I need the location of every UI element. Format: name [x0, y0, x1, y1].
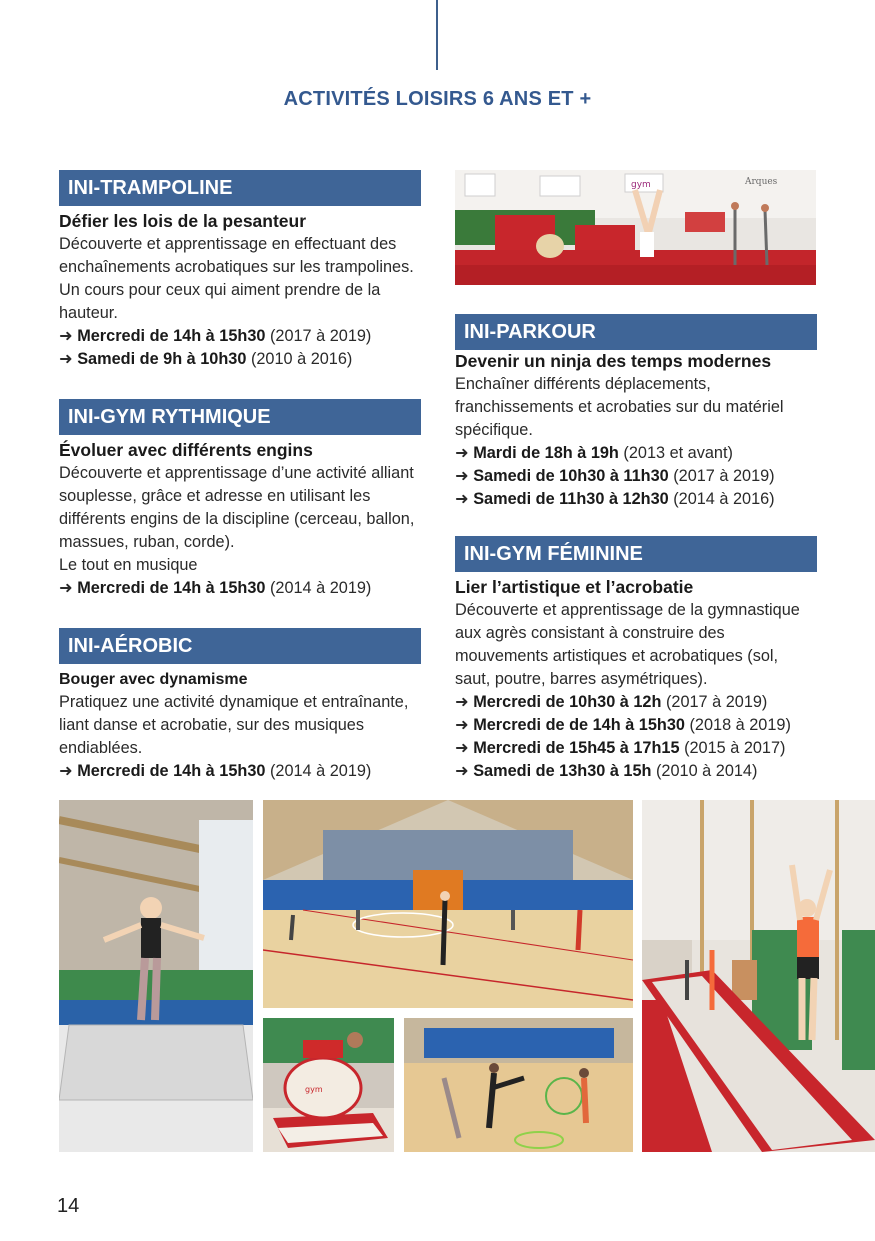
arrow-icon: ➜	[455, 693, 469, 711]
schedule-years: (2018 à 2019)	[689, 716, 791, 734]
schedule-years: (2014 à 2019)	[269, 762, 372, 780]
photo-trampoline-hall	[455, 170, 816, 285]
arrow-icon: ➜	[59, 327, 73, 345]
mat-logo-sign: gym	[305, 1085, 323, 1094]
arrow-icon: ➜	[455, 739, 469, 757]
arrow-icon: ➜	[59, 762, 73, 780]
arrow-icon: ➜	[455, 467, 469, 485]
section-header: INI-PARKOUR	[455, 314, 817, 350]
arrow-icon: ➜	[455, 716, 469, 734]
right-column	[455, 314, 817, 783]
top-divider-line	[436, 0, 438, 70]
schedule-years: (2015 à 2017)	[684, 739, 786, 757]
schedule-item	[59, 325, 421, 348]
left-column	[59, 170, 421, 783]
schedule-item	[59, 577, 421, 600]
section-description: Découverte et apprentissage en effectuant des enchaînements acrobatiques sur les trampolines. Un cours pour ceux qui aiment prendre de la hauteur.	[59, 235, 414, 322]
section-description: Enchaîner différents déplacements, franchissements et acrobaties sur du matériel spécifique.	[455, 375, 784, 439]
schedule-years: (2014 à 2019)	[269, 579, 372, 597]
gym-logo-sign: gym	[631, 180, 651, 190]
schedule-time: Samedi de 9h à 10h30	[77, 350, 247, 368]
section-subtitle: Évoluer avec différents engins	[59, 440, 313, 460]
arrow-icon: ➜	[59, 579, 73, 597]
section-subtitle: Bouger avec dynamisme	[59, 671, 248, 688]
schedule-time: Mercredi de 14h à 15h30	[77, 579, 266, 597]
schedule-time: Mercredi de 10h30 à 12h	[473, 693, 662, 711]
section-header: INI-TRAMPOLINE	[59, 170, 421, 206]
schedule-item	[455, 488, 817, 511]
arques-sign: Arques	[745, 177, 778, 187]
section-rythmique	[59, 399, 421, 600]
schedule-time: Mardi de 18h à 19h	[473, 444, 619, 462]
section-description: Découverte et apprentissage d’une activité alliant souplesse, grâce et adresse en utilisant les différents engins de la discipline (cerceau, ballon, massues, ruban, corde).	[59, 464, 415, 551]
schedule-time: Mercredi de 14h à 15h30	[77, 327, 266, 345]
page-number: 14	[57, 1195, 80, 1217]
schedule-time: Samedi de 13h30 à 15h	[473, 762, 652, 780]
schedule-time: Samedi de 11h30 à 12h30	[473, 490, 669, 508]
section-description: Pratiquez une activité dynamique et entraînante, liant danse et acrobatie, sur des musiques endiablées.	[59, 693, 409, 757]
arrow-icon: ➜	[59, 350, 73, 368]
photo-rythmique-floor	[263, 800, 633, 1008]
arrow-icon: ➜	[455, 762, 469, 780]
schedule-item	[455, 442, 817, 465]
schedule-item	[455, 691, 817, 714]
schedule-time: Mercredi de de 14h à 15h30	[473, 716, 685, 734]
schedule-years: (2010 à 2014)	[656, 762, 758, 780]
section-header: INI-GYM RYTHMIQUE	[59, 399, 421, 435]
schedule-item	[455, 465, 817, 488]
schedule-time: Mercredi de 14h à 15h30	[77, 762, 266, 780]
schedule-item	[455, 760, 817, 783]
section-description: Découverte et apprentissage de la gymnastique aux agrès consistant à construire des mouvements artistiques et acrobatiques (sol, saut, poutre, barres asymétriques).	[455, 601, 800, 688]
arrow-icon: ➜	[455, 490, 469, 508]
schedule-years: (2014 à 2016)	[673, 490, 775, 508]
schedule-time: Mercredi de 15h45 à 17h15	[473, 739, 680, 757]
schedule-item	[59, 348, 421, 371]
section-header: INI-AÉROBIC	[59, 628, 421, 664]
schedule-years: (2013 et avant)	[623, 444, 733, 462]
schedule-years: (2017 à 2019)	[673, 467, 775, 485]
section-subtitle: Devenir un ninja des temps modernes	[455, 351, 772, 371]
section-subtitle: Lier l’artistique et l’acrobatie	[455, 577, 694, 597]
schedule-item	[455, 714, 817, 737]
schedule-years: (2010 à 2016)	[250, 350, 353, 368]
section-header: INI-GYM FÉMININE	[455, 536, 817, 572]
photo-air-track	[642, 800, 875, 1152]
section-aerobic	[59, 628, 421, 783]
photo-parkour-mat	[263, 1018, 394, 1152]
schedule-years: (2017 à 2019)	[665, 693, 768, 711]
schedule-item	[59, 760, 421, 783]
page-title: ACTIVITÉS LOISIRS 6 ANS ET +	[283, 88, 592, 110]
photo-gym-hoops	[404, 1018, 633, 1152]
section-feminine	[455, 536, 817, 783]
section-trampoline	[59, 170, 421, 371]
section-parkour	[455, 314, 817, 511]
schedule-time: Samedi de 10h30 à 11h30	[473, 467, 669, 485]
section-subtitle: Défier les lois de la pesanteur	[59, 211, 307, 231]
arrow-icon: ➜	[455, 444, 469, 462]
schedule-years: (2017 à 2019)	[269, 327, 372, 345]
section-note: Le tout en musique	[59, 556, 198, 574]
schedule-item	[455, 737, 817, 760]
photo-trampoline-jump	[59, 800, 253, 1152]
